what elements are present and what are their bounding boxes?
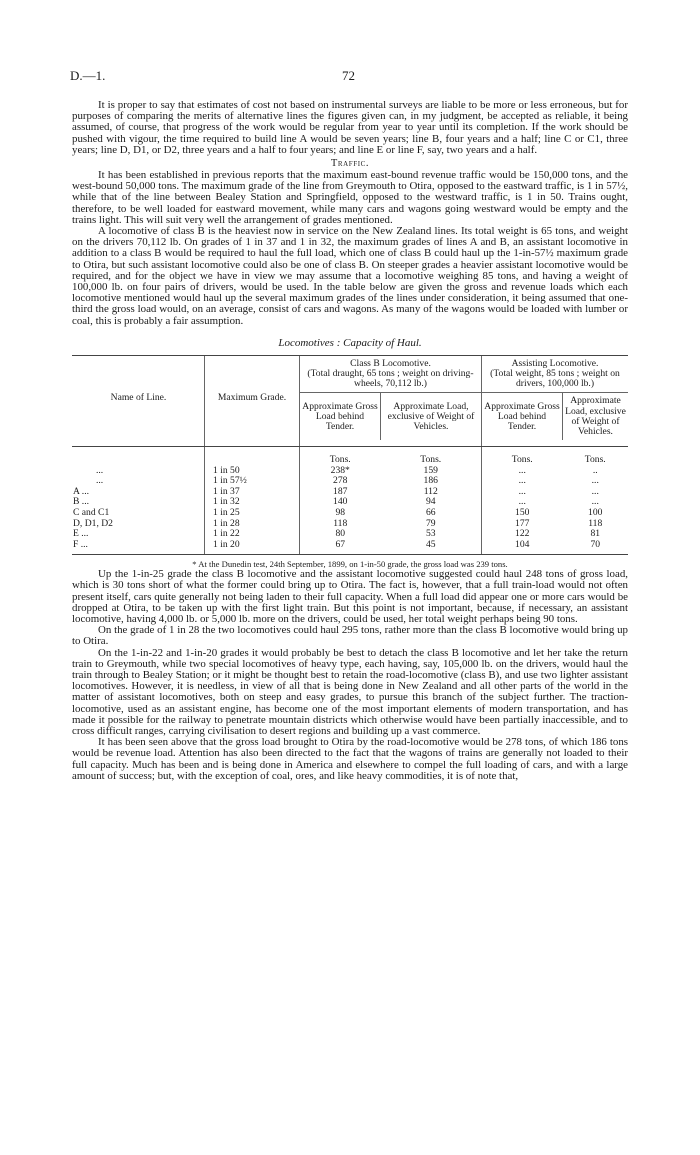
cell-a-load: ..	[592, 464, 598, 476]
paragraph-grade-28: On the grade of 1 in 28 the two locomotives could haul 295 tons, rather more than the class B locomotive would bring up to Otira.	[72, 624, 628, 648]
cell-b-gross: 187	[300, 487, 381, 498]
cell-b-gross: 278	[300, 476, 381, 487]
group-header-assisting	[482, 355, 629, 393]
table-row	[72, 465, 628, 476]
column-header-grade: Maximum Grade.	[205, 355, 300, 440]
sub-header-b-gross: Approximate Gross Load behind Tender.	[300, 393, 381, 440]
table-row	[72, 497, 628, 508]
unit-label: Tons.	[482, 447, 563, 466]
cell-a-load: 70	[590, 538, 601, 550]
unit-label: Tons.	[300, 447, 381, 466]
cell-b-load: 79	[425, 517, 436, 529]
document-page	[72, 68, 628, 782]
table-row	[72, 518, 628, 529]
sub-header-a-load: Approximate Load, exclusive of Weight of Vehicles.	[563, 393, 629, 440]
paragraph-traffic: It has been established in previous reports that the maximum east-bound revenue traffic would be 150,000 tons, and the west-bound 50,000 tons. The maximum grade of the line from Greymouth to Otira, opposed to the eastward traffic, is 1 in 57½, while that of the line between Bealey Station and Springfield, opposed to the westward traffic, is 1 in 50. Trains ought, therefore, to be well loaded for eastward movement, while many cars and wagons going westward would be empty and the trains light. This will suit very well the arrangement of grades mentioned.	[72, 169, 628, 226]
cell-b-load: 112	[423, 485, 438, 497]
cell-grade: 1 in 50	[205, 465, 300, 476]
cell-grade: 1 in 22	[205, 529, 300, 540]
cell-b-gross: 80	[300, 529, 381, 540]
cell-b-load: 186	[423, 475, 438, 487]
cell-b-gross: 98	[300, 508, 381, 519]
column-header-line: Name of Line.	[72, 355, 205, 440]
units-row	[72, 447, 628, 466]
sub-header-a-gross: Approximate Gross Load behind Tender.	[482, 393, 563, 440]
cell-line: F ...	[73, 538, 88, 550]
cell-grade: 1 in 37	[205, 487, 300, 498]
paragraph-estimates: It is proper to say that estimates of cost not based on instrumental surveys are liable to be more or less erroneous, but for purposes of comparing the merits of alternative lines the figures given can, in my judgment, be accepted as reliable, it being assumed, of course, that progress of the work would be regular from year to year until its completion. If the work should be pushed with vigour, the time required to build line A would be seven years; line B, four years and a half; line C or C1, three years; line D, D1, or D2, three years and a half to four years; and line E or line F, say, two years and a half.	[72, 99, 628, 156]
cell-a-load: 81	[590, 528, 601, 540]
cell-line: A ...	[73, 485, 89, 497]
cell-b-load: 66	[425, 507, 436, 519]
cell-line: E ...	[73, 528, 89, 540]
cell-b-load: 45	[425, 538, 436, 550]
cell-a-load: ...	[591, 496, 599, 508]
table-caption: Locomotives : Capacity of Haul.	[278, 336, 422, 349]
group-a-title: Assisting Locomotive.	[511, 357, 599, 369]
cell-line: ...	[96, 475, 104, 487]
cell-b-load: 53	[425, 528, 436, 540]
unit-label: Tons.	[584, 454, 606, 466]
page-number: 72	[342, 68, 355, 83]
cell-line: D, D1, D2	[73, 517, 113, 529]
table-row	[72, 476, 628, 487]
cell-a-gross: ...	[482, 465, 563, 476]
group-b-desc: (Total draught, 65 tons ; weight on driving-wheels, 70,112 lb.)	[307, 368, 474, 390]
cell-b-gross: 140	[300, 497, 381, 508]
sub-header-b-load: Approximate Load, exclusive of Weight of Vehicles.	[381, 393, 482, 440]
paragraph-grade-22-20: On the 1-in-22 and 1-in-20 grades it would probably be best to detach the class B locomotive and let her take the return train to Greymouth, while two special locomotives of heavy type, each having, say, 105,000 lb. on the drivers, would haul the train through to Bealey Station; or it might be thought best to retain the road-locomotive (class B), and use two lighter assistant locomotives. However, it is needless, in view of all that is being done in New Zealand and all other parts of the world in the matter of assistant locomotives, both on steep and easy grades, to pursue this branch of the subject further. The traction-locomotive, used as an assistant engine, has become one of the most important elements of modern transportation, and has made it possible for the railway to penetrate mountain districts which otherwise would have been partially inaccessible, and to cross difficult ranges, carrying civilisation to desert regions and building up a vast commerce.	[72, 646, 628, 738]
table-row	[72, 487, 628, 498]
cell-line: B ...	[73, 496, 89, 508]
haul-capacity-table	[72, 355, 628, 555]
cell-b-gross: 118	[300, 518, 381, 529]
cell-grade: 1 in 25	[205, 508, 300, 519]
cell-b-gross: 238*	[300, 465, 381, 476]
cell-b-load: 94	[425, 496, 436, 508]
table-row	[72, 529, 628, 540]
cell-line: ...	[96, 464, 104, 476]
paragraph-gross-load: It has been seen above that the gross load brought to Otira by the road-locomotive would be 278 tons, of which 186 tons would be revenue load. Attention has also been directed to the fact that the wagons of trains are generally not loaded to their full capacity. Much has been and is being done in America and elsewhere to compel the full loading of cars, and with a large amount of success; but, with the exception of coal, ores, and like heavy commodities, it is of note that,	[72, 736, 628, 782]
cell-grade: 1 in 28	[205, 518, 300, 529]
document-reference: D.—1.	[70, 68, 106, 83]
table-row	[72, 508, 628, 519]
group-b-title: Class B Locomotive.	[350, 357, 431, 369]
cell-b-gross: 67	[300, 540, 381, 551]
cell-a-gross: ...	[482, 497, 563, 508]
cell-line: C and C1	[73, 507, 110, 519]
cell-a-gross: 122	[482, 529, 563, 540]
group-a-desc: (Total weight, 85 tons ; weight on drivers, 100,000 lb.)	[490, 368, 620, 390]
cell-a-load: 100	[588, 507, 603, 519]
unit-label: Tons.	[420, 454, 442, 466]
cell-a-gross: ...	[482, 476, 563, 487]
table-row	[72, 540, 628, 551]
cell-b-load: 159	[423, 464, 438, 476]
paragraph-grade-25: Up the 1-in-25 grade the class B locomotive and the assistant locomotive suggested could haul 248 tons of gross load, which is 30 tons short of what the former could bring up to Otira. The fact is, however, that a full train-load would not often present itself, cars quite generally not being laden to their full capacity. When a full load did appear one or more cars would be dropped at Otira, to be taken up with the first light train. But this point is not important, because, if necessary, an assistant locomotive, having 4,000 lb. or 5,000 lb. more on the drivers, could be used, her total weight perhaps being 90 tons.	[72, 568, 628, 626]
cell-a-load: ...	[591, 485, 599, 497]
table-footnote: * At the Dunedin test, 24th September, 1899, on 1-in-50 grade, the gross load was 239 tons.	[192, 559, 508, 570]
cell-a-load: 118	[588, 517, 603, 529]
cell-a-gross: 104	[482, 540, 563, 551]
cell-grade: 1 in 57½	[205, 476, 300, 487]
cell-a-gross: 177	[482, 518, 563, 529]
cell-a-load: ...	[591, 475, 599, 487]
page-header	[72, 68, 628, 86]
section-heading-traffic: Traffic.	[330, 158, 370, 170]
cell-grade: 1 in 20	[205, 540, 300, 551]
paragraph-locomotive: A locomotive of class B is the heaviest now in service on the New Zealand lines. Its total weight is 65 tons, and weight on the drivers 70,112 lb. On grades of 1 in 37 and 1 in 32, the maximum grades of lines A and B, an assistant locomotive in addition to a class B would be required to haul the full load, which one of class B could haul up the 1-in-57½ maximum grade to Otira, but such assistant locomotive could also be one of class B. On steeper grades a heavier assistant locomotive would be required, and for the object we have in view we may assume that a locomotive weighing 85 tons, and having a weight of 100,000 lb. on four pairs of drivers, would be used. In the table below are given the gross and revenue loads which each locomotive mentioned would haul up the several maximum grades of the lines under consideration, it being assumed that one-third the gross load would, on an average, consist of cars and wagons. As many of the wagons would be loaded with lumber or coal, this is probably a fair assumption.	[72, 225, 628, 327]
cell-grade: 1 in 32	[205, 497, 300, 508]
cell-a-gross: ...	[482, 487, 563, 498]
group-header-class-b	[300, 355, 482, 393]
cell-a-gross: 150	[482, 508, 563, 519]
